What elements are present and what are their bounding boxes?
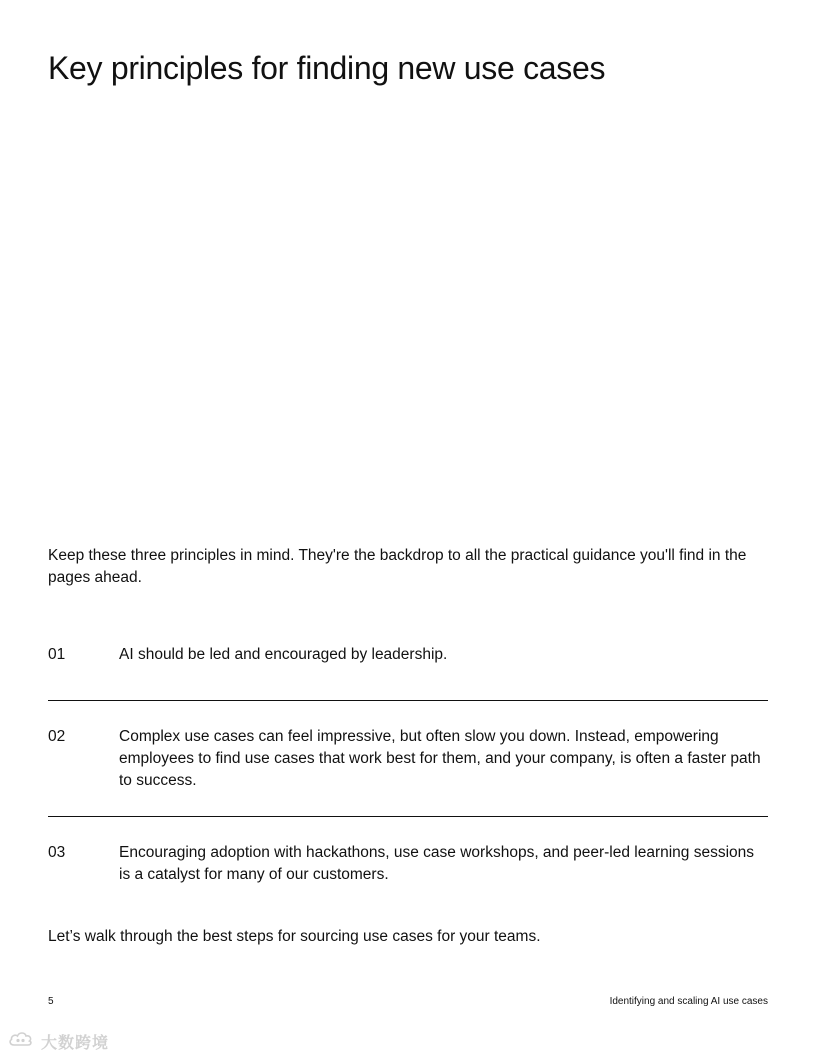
principle-text: Complex use cases can feel impressive, but often slow you down. Instead, empowering employees to find use cases that work best for them, and your company, is often a faster path to success. bbox=[119, 728, 761, 789]
watermark bbox=[8, 1030, 109, 1053]
page-title: Key principles for finding new use cases bbox=[48, 50, 606, 86]
principle-number: 03 bbox=[48, 844, 66, 861]
footer-document-title: Identifying and scaling AI use cases bbox=[609, 996, 768, 1007]
cloud-logo-icon bbox=[8, 1030, 38, 1053]
principle-text: Encouraging adoption with hackathons, use case workshops, and peer-led learning sessions is a catalyst for many of our customers. bbox=[119, 844, 755, 883]
principles-list bbox=[48, 644, 768, 886]
watermark-text: 大数跨境 bbox=[41, 1033, 110, 1052]
principle-item bbox=[48, 817, 768, 886]
principle-number: 02 bbox=[48, 728, 66, 745]
footer-page-number: 5 bbox=[48, 996, 54, 1007]
principle-item bbox=[48, 644, 768, 700]
principle-number: 01 bbox=[48, 646, 66, 663]
intro-paragraph: Keep these three principles in mind. They're the backdrop to all the practical guidance you'll find in the pages ahead. bbox=[48, 547, 747, 586]
outro-paragraph: Let’s walk through the best steps for sourcing use cases for your teams. bbox=[48, 928, 541, 945]
principle-text: AI should be led and encouraged by leadership. bbox=[119, 646, 448, 663]
principle-item bbox=[48, 701, 768, 816]
